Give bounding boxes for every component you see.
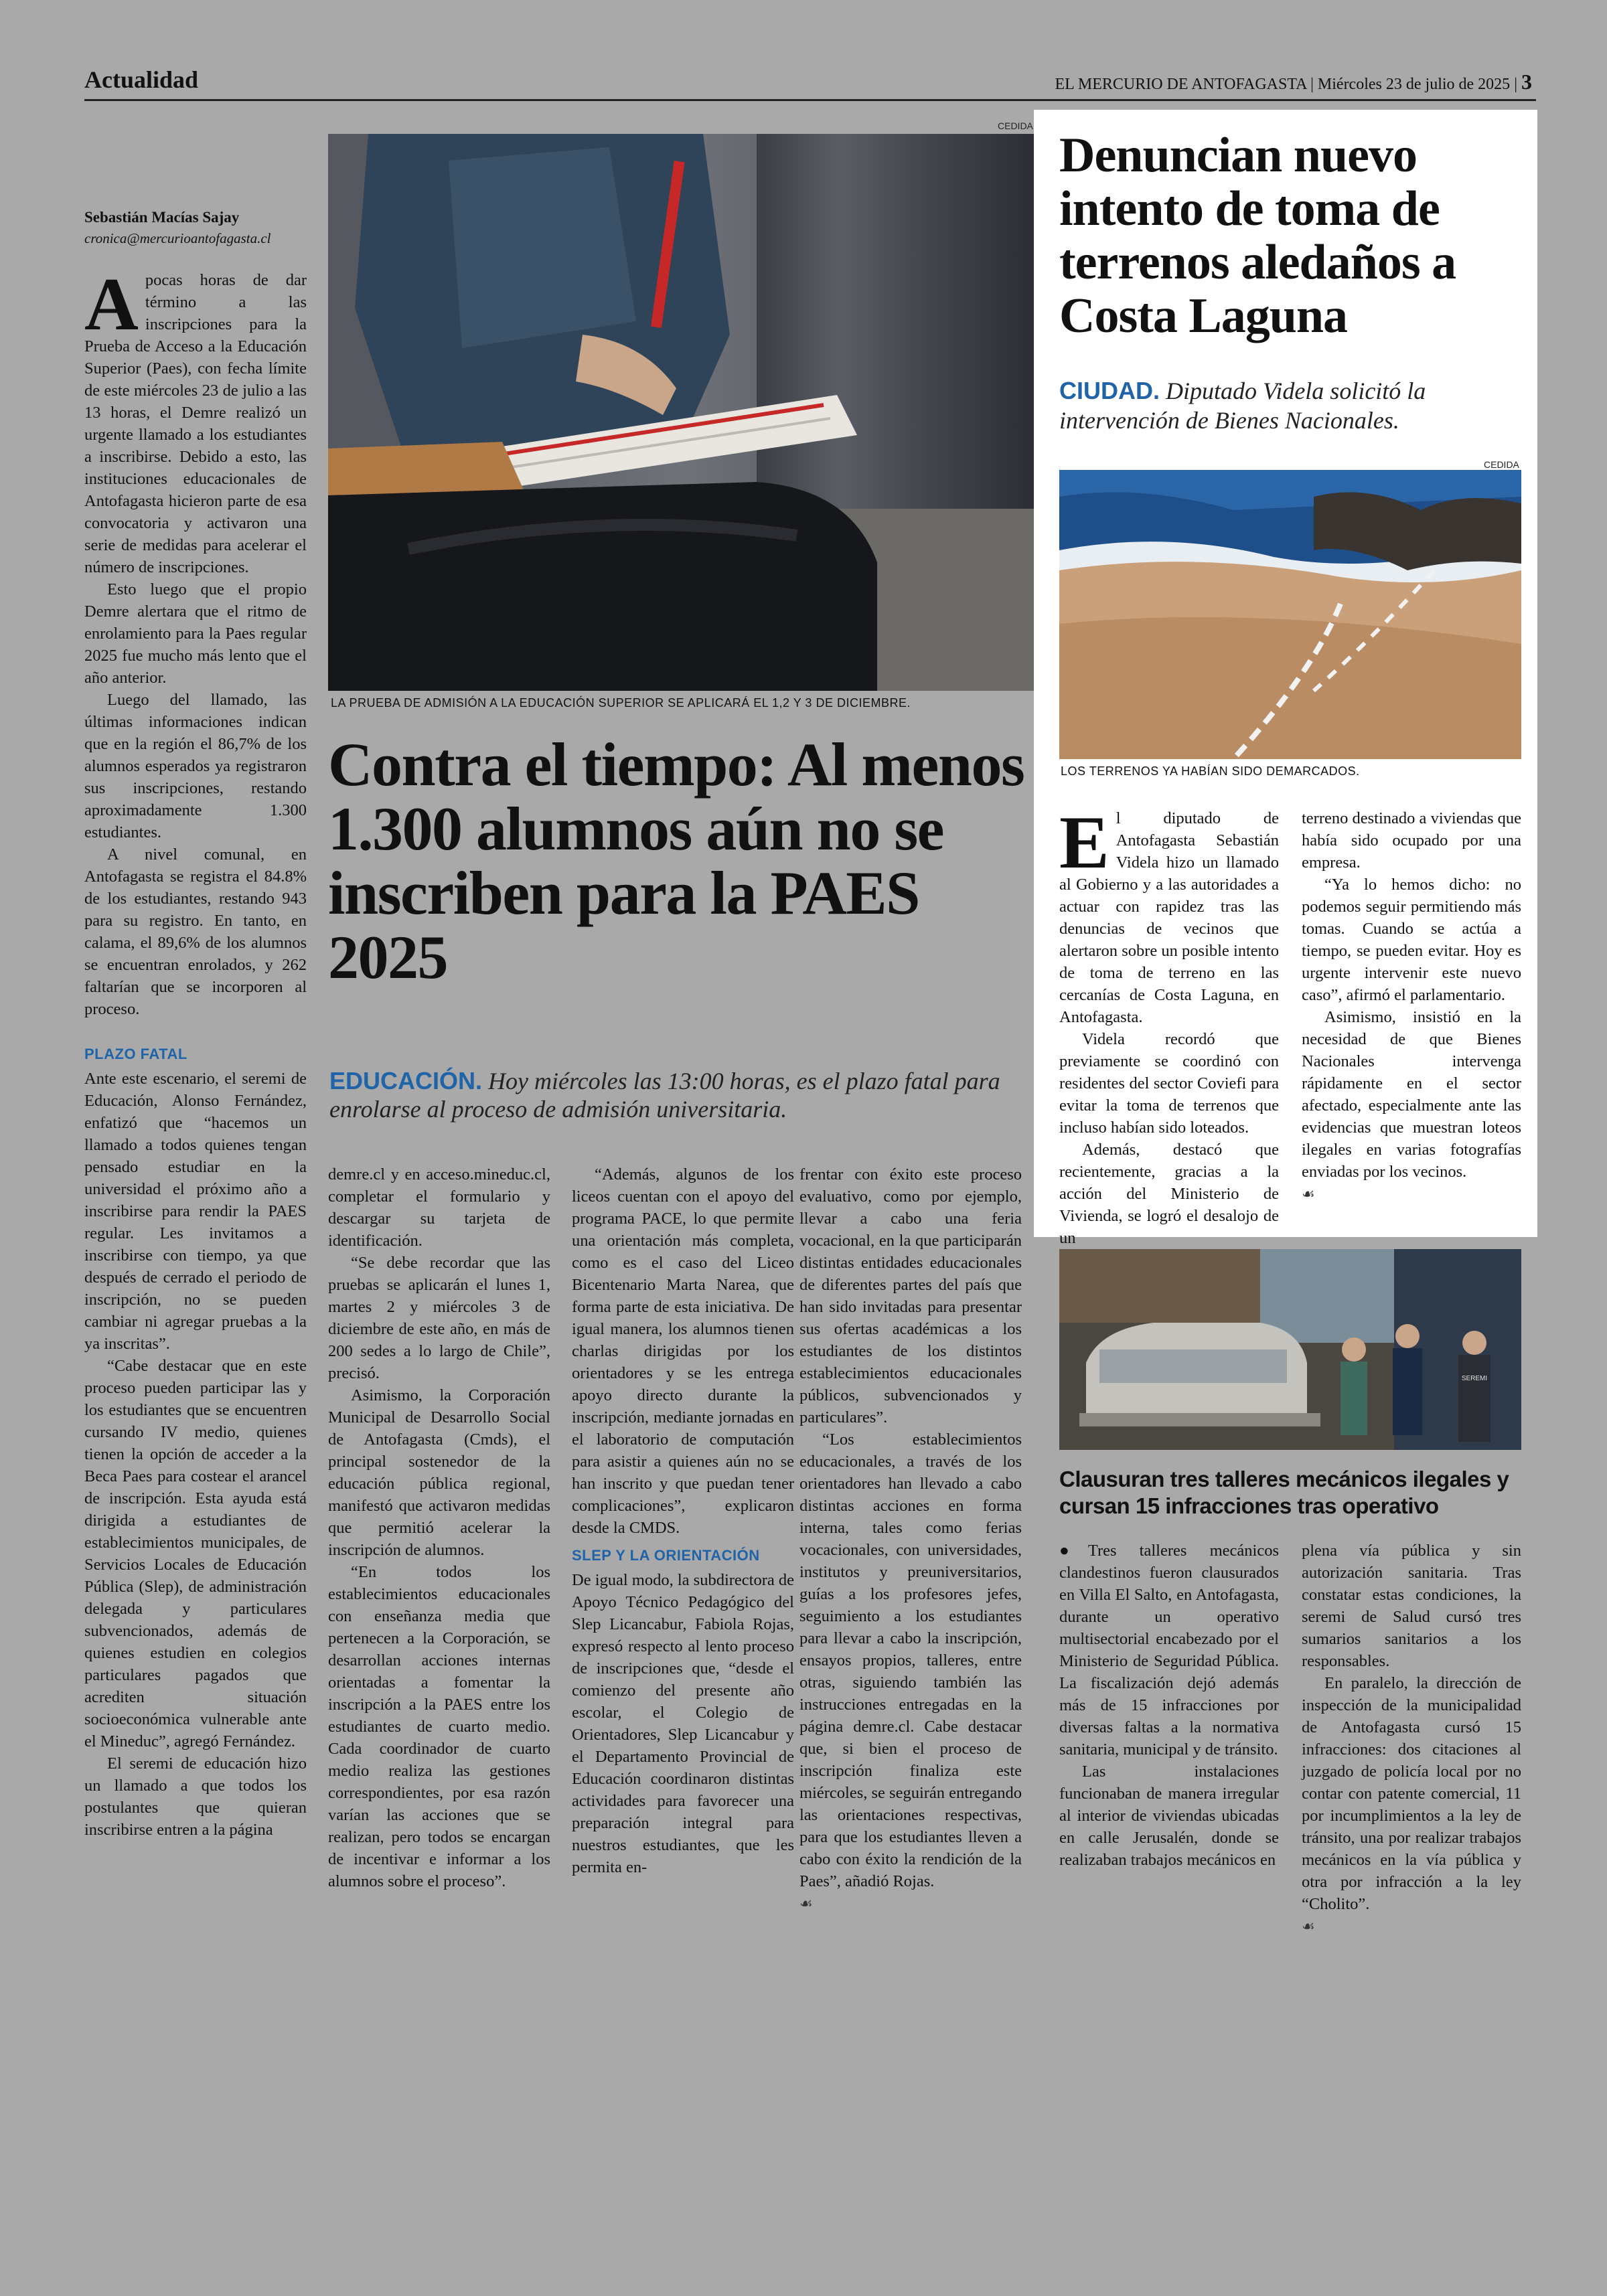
paragraph: demre.cl y en acceso.mineduc.cl, completar el formulario y descargar su tarjeta de identificación. bbox=[328, 1165, 550, 1250]
paragraph: terreno destinado a viviendas que había sido ocupado por una empresa. bbox=[1302, 809, 1521, 872]
brief-column-2 bbox=[1302, 1540, 1521, 1937]
main-deck bbox=[329, 1067, 1019, 1123]
main-column-2 bbox=[328, 1163, 550, 1892]
side-column-1 bbox=[1059, 801, 1279, 1249]
main-column-4 bbox=[799, 1163, 1022, 1914]
main-photo bbox=[328, 134, 1035, 691]
masthead: EL MERCURIO DE ANTOFAGASTA | Miércoles 23 de julio de 2025 | 3 bbox=[1055, 70, 1532, 94]
paragraph: Ante este escenario, el seremi de Educación, Alonso Fernández, enfatizó que “hacemos un llamado a todos quienes tengan pensado estudiar en la universidad el próximo año a inscribirse para rendir la PAES regular. Les invitamos a inscribirse con tiempo, ya que después de cerrado el periodo de inscripción, no se pueden cambiar ni agregar pruebas a la ya inscritas”. bbox=[84, 1070, 307, 1353]
subhead-slep: SLEP Y LA ORIENTACIÓN bbox=[572, 1547, 760, 1564]
vest-label: SEREMI bbox=[1461, 1375, 1488, 1382]
section-label: Actualidad bbox=[84, 66, 199, 93]
side-column-2 bbox=[1302, 807, 1521, 1205]
paragraph: ●Tres talleres mecánicos clandestinos fueron clausurados en Villa El Salto, en Antofagasta, durante un operativo multisectorial encabezado por el Ministerio de Seguridad Pública. La fiscalización dejó además más de 15 infracciones por diversas faltas a la normativa sanitaria, municipal y de tránsito. bbox=[1059, 1542, 1279, 1758]
paragraph: Las instalaciones funcionaban de manera irregular al interior de viviendas ubicadas en calle Jerusalén, donde se realizaban trabajos mecánicos en bbox=[1059, 1762, 1279, 1869]
paragraph: frentar con éxito este proceso evaluativo, como por ejemplo, llevar a cabo una feria vocacional, en la que participarán distintas entidades educacionales de diferentes partes del país que han sido invitadas para presentar sus ofertas académicas a los estudiantes de los distintos establecimientos educacionales públicos, subvencionados y particulares”. bbox=[799, 1165, 1022, 1426]
main-dropcap: A bbox=[84, 263, 139, 346]
brief-photo bbox=[1059, 1249, 1521, 1450]
paragraph: De igual modo, la subdirectora de Apoyo Técnico Pedagógico del Slep Licancabur, Fabiola Rojas, expresó respecto al lento proceso de inscripciones que, “desde el comienzo del presente año escolar, el Colegio de Orientadores, Slep Licancabur y el Departamento Provincial de Educación coordinaron distintas actividades para favorecer una preparación integral para nuestros estudiantes, que les permita en- bbox=[572, 1571, 795, 1876]
paragraph: El seremi de educación hizo un llamado a que todos los postulantes que quieran inscribirse entren a la página bbox=[84, 1754, 307, 1839]
side-deck-text: Diputado Videla solicitó la intervención de Bienes Nacionales. bbox=[1059, 378, 1426, 434]
main-kicker: EDUCACIÓN. bbox=[329, 1067, 483, 1094]
paragraph: “Ya lo hemos dicho: no podemos seguir permitiendo más tomas. Cuando se actúa a tiempo, se pueden evitar. Hoy es urgente intervenir este nuevo caso”, afirmó el parlamentario. bbox=[1302, 876, 1521, 1004]
issue-date: Miércoles 23 de julio de 2025 bbox=[1317, 76, 1511, 93]
end-mark: ☙ bbox=[1302, 1185, 1315, 1202]
main-headline: Contra el tiempo: Al menos 1.300 alumnos aún no se inscriben para la PAES 2025 bbox=[328, 730, 1024, 991]
main-deck-text: Hoy miércoles las 13:00 horas, es el plazo fatal para enrolarse al proceso de admisión universitaria. bbox=[329, 1068, 1000, 1123]
side-photo-caption: LOS TERRENOS YA HABÍAN SIDO DEMARCADOS. bbox=[1061, 764, 1360, 778]
student-exam-illustration bbox=[328, 134, 1035, 691]
beach-terrain-illustration bbox=[1059, 470, 1521, 759]
side-deck bbox=[1059, 376, 1521, 435]
end-mark: ☙ bbox=[1302, 1918, 1315, 1935]
side-photo-credit: CEDIDA bbox=[1484, 459, 1519, 470]
side-kicker: CIUDAD. bbox=[1059, 377, 1160, 404]
paragraph: Asimismo, insistió en la necesidad de que Bienes Nacionales intervenga rápidamente en el sector afectado, especialmente ante las evidencias que muestran loteos ilegales en varias fotografías enviadas por los vecinos. bbox=[1302, 1008, 1521, 1181]
workshop-inspection-illustration bbox=[1059, 1249, 1521, 1450]
main-column-1 bbox=[84, 263, 307, 1841]
paragraph: Luego del llamado, las últimas informaciones indican que en la región el 86,7% de los alumnos esperados ya registraron sus inscripciones, restando aproximadamente 1.300 estudiantes. bbox=[84, 691, 307, 841]
paragraph: “Cabe destacar que en este proceso pueden participar las y los estudiantes que se encuentren cursando IV medio, quienes tienen la opción de acceder a la Beca Paes para costear el arancel de inscripción. Esta ayuda está dirigida a estudiantes de establecimientos municipales, de Servicios Locales de Educación Pública (Slep), de administración delegada y particulares subvencionados, además de quienes estudien en colegios particulares pagados que acrediten situación socioeconómica vulnerable ante el Mineduc”, agregó Fernández. bbox=[84, 1357, 307, 1750]
brief-column-1 bbox=[1059, 1540, 1279, 1871]
paragraph: Videla recordó que previamente se coordinó con residentes del sector Coviefi para evitar la toma de terrenos que incluso habían sido loteados. bbox=[1059, 1030, 1279, 1137]
main-column-3 bbox=[572, 1163, 794, 1878]
side-headline: Denuncian nuevo intento de toma de terrenos aledaños a Costa Laguna bbox=[1059, 128, 1456, 343]
side-photo bbox=[1059, 470, 1521, 759]
paragraph: “En todos los establecimientos educacionales con enseñanza media que pertenecen a la Corporación, se desarrollan acciones internas orientadas a fomentar la inscripción a la PAES entre los estudiantes de cuarto medio. Cada coordinador de cuarto medio realiza las gestiones correspondientes, por esa razón varían las acciones que se realizan, pero todos se encargan de incentivar e informar a los alumnos sobre el proceso”. bbox=[328, 1563, 550, 1890]
bullet: ● bbox=[1059, 1542, 1088, 1560]
paragraph: “Los establecimientos educacionales, a través de los orientadores han llevado a cabo distintas acciones en forma interna, tales como ferias vocacionales, con universidades, institutos y preuniversitarios, guías a los profesores jefes, seguimiento a los estudiantes para llevar a cabo la inscripción, ensayos propios, talleres, entre otras, siguiendo también las instrucciones entregadas en la página demre.cl. Cabe destacar que, si bien el proceso de inscripción finaliza este miércoles, se seguirán entregando las orientaciones respectivas, para que los estudiantes lleven a cabo con éxito la rendición de la Paes”, añadió Rojas. bbox=[799, 1430, 1022, 1890]
main-photo-caption: LA PRUEBA DE ADMISIÓN A LA EDUCACIÓN SUPERIOR SE APLICARÁ EL 1,2 Y 3 DE DICIEMBRE. bbox=[331, 696, 911, 710]
paragraph: Además, destacó que recientemente, gracias a la acción del Ministerio de Vivienda, se logró el desalojo de un bbox=[1059, 1141, 1279, 1247]
paragraph: Asimismo, la Corporación Municipal de Desarrollo Social de Antofagasta (Cmds), el principal sostenedor de la educación pública regional, manifestó que activaron medidas que permitió acelerar la inscripción de alumnos. bbox=[328, 1386, 550, 1559]
end-mark: ☙ bbox=[799, 1895, 813, 1912]
main-photo-credit: CEDIDA bbox=[998, 120, 1033, 131]
subhead-plazo-fatal: PLAZO FATAL bbox=[84, 1046, 187, 1062]
side-dropcap: E bbox=[1059, 801, 1109, 884]
paragraph: “Se debe recordar que las pruebas se aplicarán el lunes 1, martes 2 y miércoles 3 de diciembre de este año, en más de 200 sedes a lo largo de Chile”, precisó. bbox=[328, 1254, 550, 1382]
paper-name: EL MERCURIO DE ANTOFAGASTA bbox=[1055, 76, 1307, 93]
paragraph: Esto luego que el propio Demre alertara que el ritmo de enrolamiento para la Paes regular 2025 fue mucho más lento que el año anterior. bbox=[84, 580, 307, 687]
page-number: 3 bbox=[1521, 70, 1532, 94]
paragraph: “Además, algunos de los liceos cuentan con el apoyo del programa PACE, lo que permite una orientación más completa, como es el caso del Liceo Bicentenario Marta Narea, que forma parte de esta iniciativa. De igual manera, los alumnos tienen charlas dirigidas por los orientadores y se les entrega apoyo directo durante la inscripción, mediante jornadas en el laboratorio de computación para asistir a quienes aún no se han inscrito y que puedan tener complicaciones”, explicaron desde la CMDS. bbox=[572, 1165, 794, 1537]
byline: Sebastián Macías Sajay bbox=[84, 209, 240, 226]
paragraph: A nivel comunal, en Antofagasta se registra el 84.8% de los estudiantes, restando 943 para su registro. En tanto, en calama, el 89,6% de los alumnos se encuentran enrolados, y 262 faltarían que se incorporen al proceso. bbox=[84, 845, 307, 1018]
paragraph: En paralelo, la dirección de inspección de la municipalidad de Antofagasta cursó 15 infracciones: dos citaciones al juzgado de policía local por no contar con patente comercial, 11 por incumplimientos a la ley de tránsito, una por realizar trabajos mecánicos en la vía pública y otra por infracción a la ley “Cholito”. bbox=[1302, 1674, 1521, 1913]
header-rule bbox=[84, 99, 1536, 101]
byline-email[interactable]: cronica@mercurioantofagasta.cl bbox=[84, 230, 271, 246]
paragraph: l diputado de Antofagasta Sebastián Videla hizo un llamado al Gobierno y a las autoridades a actuar con rapidez tras las denuncias de vecinos que alertaron sobre un posible intento de toma de terreno en las cercanías de Costa Laguna, en Antofagasta. bbox=[1059, 809, 1279, 1026]
brief-headline: Clausuran tres talleres mecánicos ilegales y cursan 15 infracciones tras operativo bbox=[1059, 1467, 1509, 1518]
paragraph: pocas horas de dar término a las inscripciones para la Prueba de Acceso a la Educación Superior (Paes), con fecha límite de este miércoles 23 de julio a las 13 horas, el Demre realizó un urgente llamado a los estudiantes a inscribirse. Debido a esto, las instituciones educacionales de Antofagasta hicieron parte de esa convocatoria y activaron una serie de medidas para acelerar el número de inscripciones. bbox=[84, 271, 307, 576]
paragraph: plena vía pública y sin autorización sanitaria. Tras constatar estas condiciones, la seremi de Salud cursó tres sumarios sanitarios a los responsables. bbox=[1302, 1542, 1521, 1670]
